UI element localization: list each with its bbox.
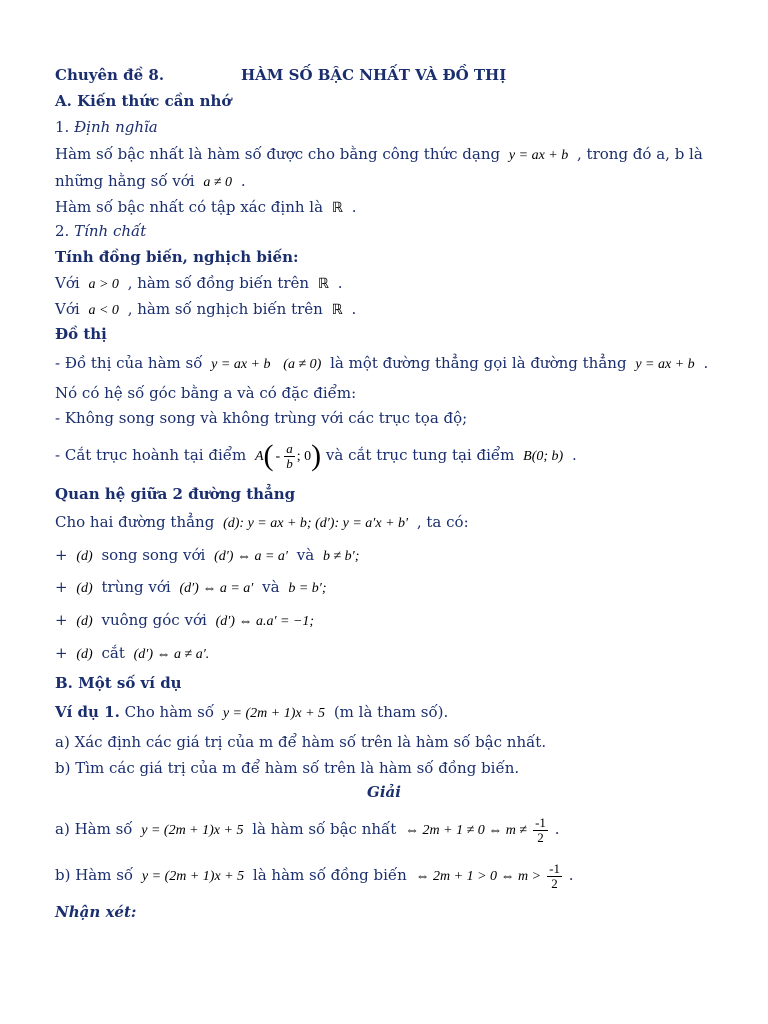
real-set-symbol: ℝ <box>317 277 329 292</box>
text: , trong đó a, b là <box>577 145 703 163</box>
text: . <box>554 820 560 838</box>
solution-part-b <box>55 858 574 894</box>
paren-left: ( <box>263 439 274 472</box>
relation-heading: Quan hệ giữa 2 đường thẳng <box>55 485 296 503</box>
text: song song với <box>101 546 206 564</box>
graph-line-3: - Không song song và không trùng với các trục tọa độ; <box>55 409 468 427</box>
numerator: -1 <box>535 814 546 830</box>
text: a) Hàm số <box>55 820 133 838</box>
formula: y = ax + b <box>211 357 271 372</box>
formula: (d) <box>76 614 93 629</box>
relation-item-intersect <box>55 643 213 665</box>
bullet: + <box>55 644 68 662</box>
formula: (d′) ⇔ a ≠ a′. <box>133 647 210 662</box>
solution-heading: Giải <box>367 783 401 801</box>
text: , ta có: <box>416 513 469 531</box>
bullet: + <box>55 546 68 564</box>
formula: y = (2m + 1)x + 5 <box>141 823 244 838</box>
text: - Cắt trục hoành tại điểm <box>55 446 247 464</box>
properties-number: 2. <box>55 222 70 240</box>
formula: ⇔ 2m + 1 > 0 ⇔ m > <box>415 869 542 884</box>
real-set-symbol: ℝ <box>331 201 343 216</box>
definition-number: 1. <box>55 118 70 136</box>
text: . <box>337 274 343 292</box>
text: vuông góc với <box>101 611 207 629</box>
formula: (d) <box>76 549 93 564</box>
formula: (d′) ⇔ a.a′ = −1; <box>215 614 315 629</box>
example-1-part-b: b) Tìm các giá trị của m để hàm số trên là hàm số đồng biến. <box>55 759 520 777</box>
text: , hàm số đồng biến trên <box>127 274 310 292</box>
remark-heading: Nhận xét: <box>55 903 137 921</box>
denominator: 2 <box>537 829 544 845</box>
text: Với <box>55 274 80 292</box>
text: - Đồ thị của hàm số <box>55 354 203 372</box>
formula: ⇔ 2m + 1 ≠ 0 ⇔ m ≠ <box>405 823 528 838</box>
formula: a < 0 <box>88 303 119 318</box>
formula: y = (2m + 1)x + 5 <box>222 706 326 721</box>
real-set-symbol: ℝ <box>331 303 343 318</box>
text: những hằng số với <box>55 172 195 190</box>
text: và <box>296 546 315 564</box>
fraction-a-over-b <box>284 442 295 471</box>
formula: y = (2m + 1)x + 5 <box>141 869 245 884</box>
graph-line-2: Nó có hệ số góc bằng a và có đặc điểm: <box>55 384 357 402</box>
text: (m là tham số). <box>333 703 449 721</box>
text: là hàm số đồng biến <box>252 866 407 884</box>
numerator: -1 <box>549 860 560 876</box>
text: . <box>351 198 357 216</box>
text: cắt <box>101 644 125 662</box>
formula: (d): y = ax + b; (d′): y = a′x + b′ <box>223 516 409 531</box>
formula: y = ax + b <box>508 148 569 163</box>
point-a: A <box>254 449 264 464</box>
domain-line <box>55 197 356 219</box>
formula: (d′) ⇔ a = a′ <box>179 581 254 596</box>
text: và <box>262 578 280 596</box>
formula: (d) <box>76 581 93 596</box>
formula: a > 0 <box>88 277 119 292</box>
decreasing-line <box>55 299 356 321</box>
text: Với <box>55 300 80 318</box>
denominator: b <box>286 455 293 471</box>
relation-item-coincident <box>55 577 331 599</box>
example-1-part-a: a) Xác định các giá trị của m để hàm số trên là hàm số bậc nhất. <box>55 733 547 751</box>
relation-item-perpendicular <box>55 610 318 632</box>
relation-intro <box>55 512 469 534</box>
definition-line-1 <box>55 144 703 166</box>
properties-label: Tính chất <box>74 222 147 240</box>
definition-line-2 <box>55 171 246 193</box>
minus-sign: - <box>275 449 281 464</box>
text: . <box>703 354 709 372</box>
properties-heading <box>55 221 146 241</box>
text: . <box>571 446 577 464</box>
monotonic-heading: Tính đồng biến, nghịch biến: <box>55 248 299 266</box>
text: . <box>568 866 574 884</box>
text: Hàm số bậc nhất có tập xác định là <box>55 198 324 216</box>
text: và cắt trục tung tại điểm <box>325 446 515 464</box>
text: trùng với <box>101 578 171 596</box>
formula: (a ≠ 0) <box>283 357 322 372</box>
formula: a ≠ 0 <box>203 175 233 190</box>
text: là hàm số bậc nhất <box>252 820 397 838</box>
fraction-minus-half <box>547 862 562 891</box>
paren-right: ) <box>311 439 322 472</box>
text: Cho hai đường thẳng <box>55 513 215 531</box>
formula: b ≠ b′; <box>322 549 360 564</box>
formula: b = b′; <box>288 581 327 596</box>
graph-heading: Đồ thị <box>55 325 107 343</box>
relation-item-parallel <box>55 545 363 567</box>
bullet: + <box>55 611 68 629</box>
text: . <box>240 172 246 190</box>
coordinate-zero: ; 0 <box>296 449 312 464</box>
formula: (d′) ⇔ a = a′ <box>214 549 288 564</box>
text: Cho hàm số <box>124 703 215 721</box>
graph-line-1 <box>55 353 708 375</box>
text: b) Hàm số <box>55 866 134 884</box>
text: là một đường thẳng gọi là đường thẳng <box>330 354 627 372</box>
formula: y = ax + b <box>635 357 695 372</box>
bullet: + <box>55 578 68 596</box>
formula: (d) <box>76 647 93 662</box>
text: , hàm số nghịch biến trên <box>127 300 323 318</box>
section-b-heading: B. Một số ví dụ <box>55 674 182 692</box>
graph-line-4 <box>55 438 577 474</box>
denominator: 2 <box>551 875 558 891</box>
definition-label: Định nghĩa <box>74 118 158 136</box>
example-label: Ví dụ 1. <box>55 703 120 721</box>
text: . <box>351 300 357 318</box>
solution-part-a <box>55 812 560 848</box>
numerator: a <box>286 440 293 456</box>
section-a-heading: A. Kiến thức cần nhớ <box>55 92 232 110</box>
chapter-label: Chuyên đề 8. <box>55 66 165 84</box>
point-b: B(0; b) <box>523 449 564 464</box>
example-1-line <box>55 702 448 724</box>
definition-heading <box>55 117 158 137</box>
text: Hàm số bậc nhất là hàm số được cho bằng công thức dạng <box>55 145 501 163</box>
fraction-minus-half <box>533 816 548 845</box>
increasing-line <box>55 273 343 295</box>
page-title: HÀM SỐ BẬC NHẤT VÀ ĐỒ THỊ <box>241 66 507 84</box>
